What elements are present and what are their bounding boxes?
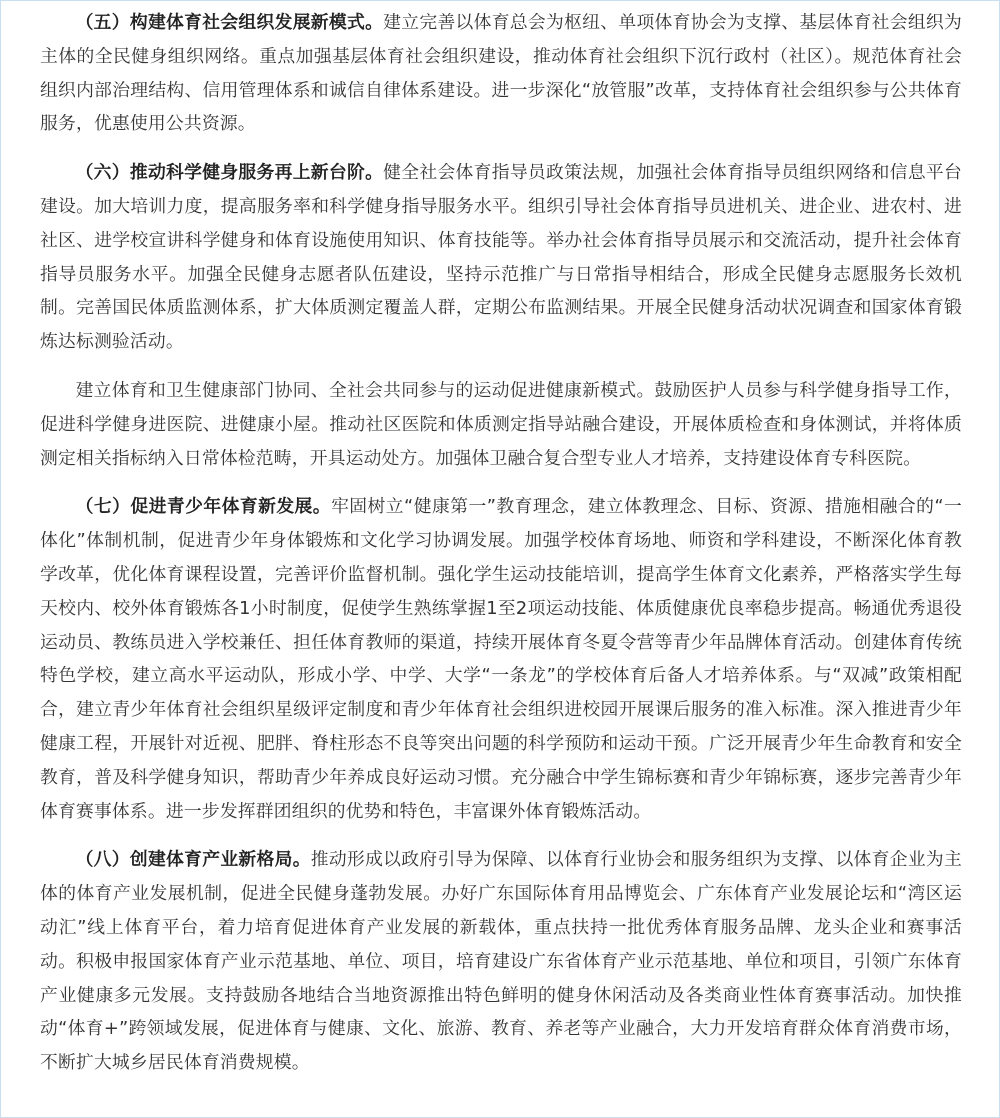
section-heading: （七）促进青少年体育新发展。	[75, 496, 332, 518]
section-heading: （八）创建体育产业新格局。	[75, 849, 311, 871]
paragraph-section-8	[40, 843, 962, 1080]
paragraph-sports-health	[40, 374, 962, 475]
paragraph-section-5	[40, 6, 962, 141]
section-heading: （五）构建体育社会组织发展新模式。	[75, 12, 384, 33]
paragraph-section-6	[40, 156, 962, 359]
paragraph-text: 建立完善以体育总会为枢纽、单项体育协会为支撑、基层体育社会组织为主体的全民健身组织网络。重点加强基层体育社会组织建设，推动体育社会组织下沉行政村（社区）。规范体育社会组织内部治理结构、信用管理体系和诚信自律体系建设。进一步深化“放管服”改革，支持体育社会组织参与公共体育服务，优惠使用公共资源。	[40, 12, 963, 135]
paragraph-text: 牢固树立“健康第一”教育理念，建立体教理念、目标、资源、措施相融合的“一体化”体制机制，促进青少年身体锻炼和文化学习协调发展。加强学校体育场地、师资和学科建设，不断深化体育教学改革，优化体育课程设置，完善评价监督机制。强化学生运动技能培训，提高学生体育文化素养，严格落实学生每天校内、校外体育锻炼各1小时制度，促使学生熟练掌握1至2项运动技能、体质健康优良率稳步提高。畅通优秀退役运动员、教练员进入学校兼任、担任体育教师的渠道，持续开展体育冬夏令营等青少年品牌体育活动。创建体育传统特色学校，建立高水平运动队，形成小学、中学、大学“一条龙”的学校体育后备人才培养体系。与“双减”政策相配合，建立青少年体育社会组织星级评定制度和青少年体育社会组织进校园开展课后服务的准入标准。深入推进青少年健康工程，开展针对近视、肥胖、脊柱形态不良等突出问题的科学预防和运动干预。广泛开展青少年生命教育和安全教育，普及科学健身知识，帮助青少年养成良好运动习惯。充分融合中学生锦标赛和青少年锦标赛，逐步完善青少年体育赛事体系。进一步发挥群团组织的优势和特色，丰富课外体育锻炼活动。	[40, 496, 962, 822]
article-body	[40, 6, 962, 1095]
paragraph-text: 推动形成以政府引导为保障、以体育行业协会和服务组织为支撑、以体育企业为主体的体育产业发展机制，促进全民健身蓬勃发展。办好广东国际体育用品博览会、广东体育产业发展论坛和“湾区运动汇”线上体育平台，着力培育促进体育产业发展的新载体，重点扶持一批优秀体育服务品牌、龙头企业和赛事活动。积极申报国家体育产业示范基地、单位、项目，培育建设广东省体育产业示范基地、单位和项目，引领广东体育产业健康多元发展。支持鼓励各地结合当地资源推出特色鲜明的健身休闲活动及各类商业性体育赛事活动。加快推动“体育+”跨领域发展，促进体育与健康、文化、旅游、教育、养老等产业融合，大力开发培育群众体育消费市场，不断扩大城乡居民体育消费规模。	[40, 849, 962, 1074]
paragraph-text: 建立体育和卫生健康部门协同、全社会共同参与的运动促进健康新模式。鼓励医护人员参与科学健身指导工作，促进科学健身进医院、进健康小屋。推动社区医院和体质测定指导站融合建设，开展体质检查和身体测试，并将体质测定相关指标纳入日常体检范畴，开具运动处方。加强体卫融合复合型专业人才培养，支持建设体育专科医院。	[40, 379, 962, 469]
paragraph-text: 健全社会体育指导员政策法规，加强社会体育指导员组织网络和信息平台建设。加大培训力度，提高服务率和科学健身指导服务水平。组织引导社会体育指导员进机关、进企业、进农村、进社区、进学校宣讲科学健身和体育设施使用知识、体育技能等。举办社会体育指导员展示和交流活动，提升社会体育指导员服务水平。加强全民健身志愿者队伍建设，坚持示范推广与日常指导相结合，形成全民健身志愿服务长效机制。完善国民体质监测体系，扩大体质测定覆盖人群，定期公布监测结果。开展全民健身活动状况调查和国家体育锻炼达标测验活动。	[40, 162, 963, 353]
section-heading: （六）推动科学健身服务再上新台阶。	[75, 162, 384, 184]
paragraph-section-7	[40, 490, 962, 828]
